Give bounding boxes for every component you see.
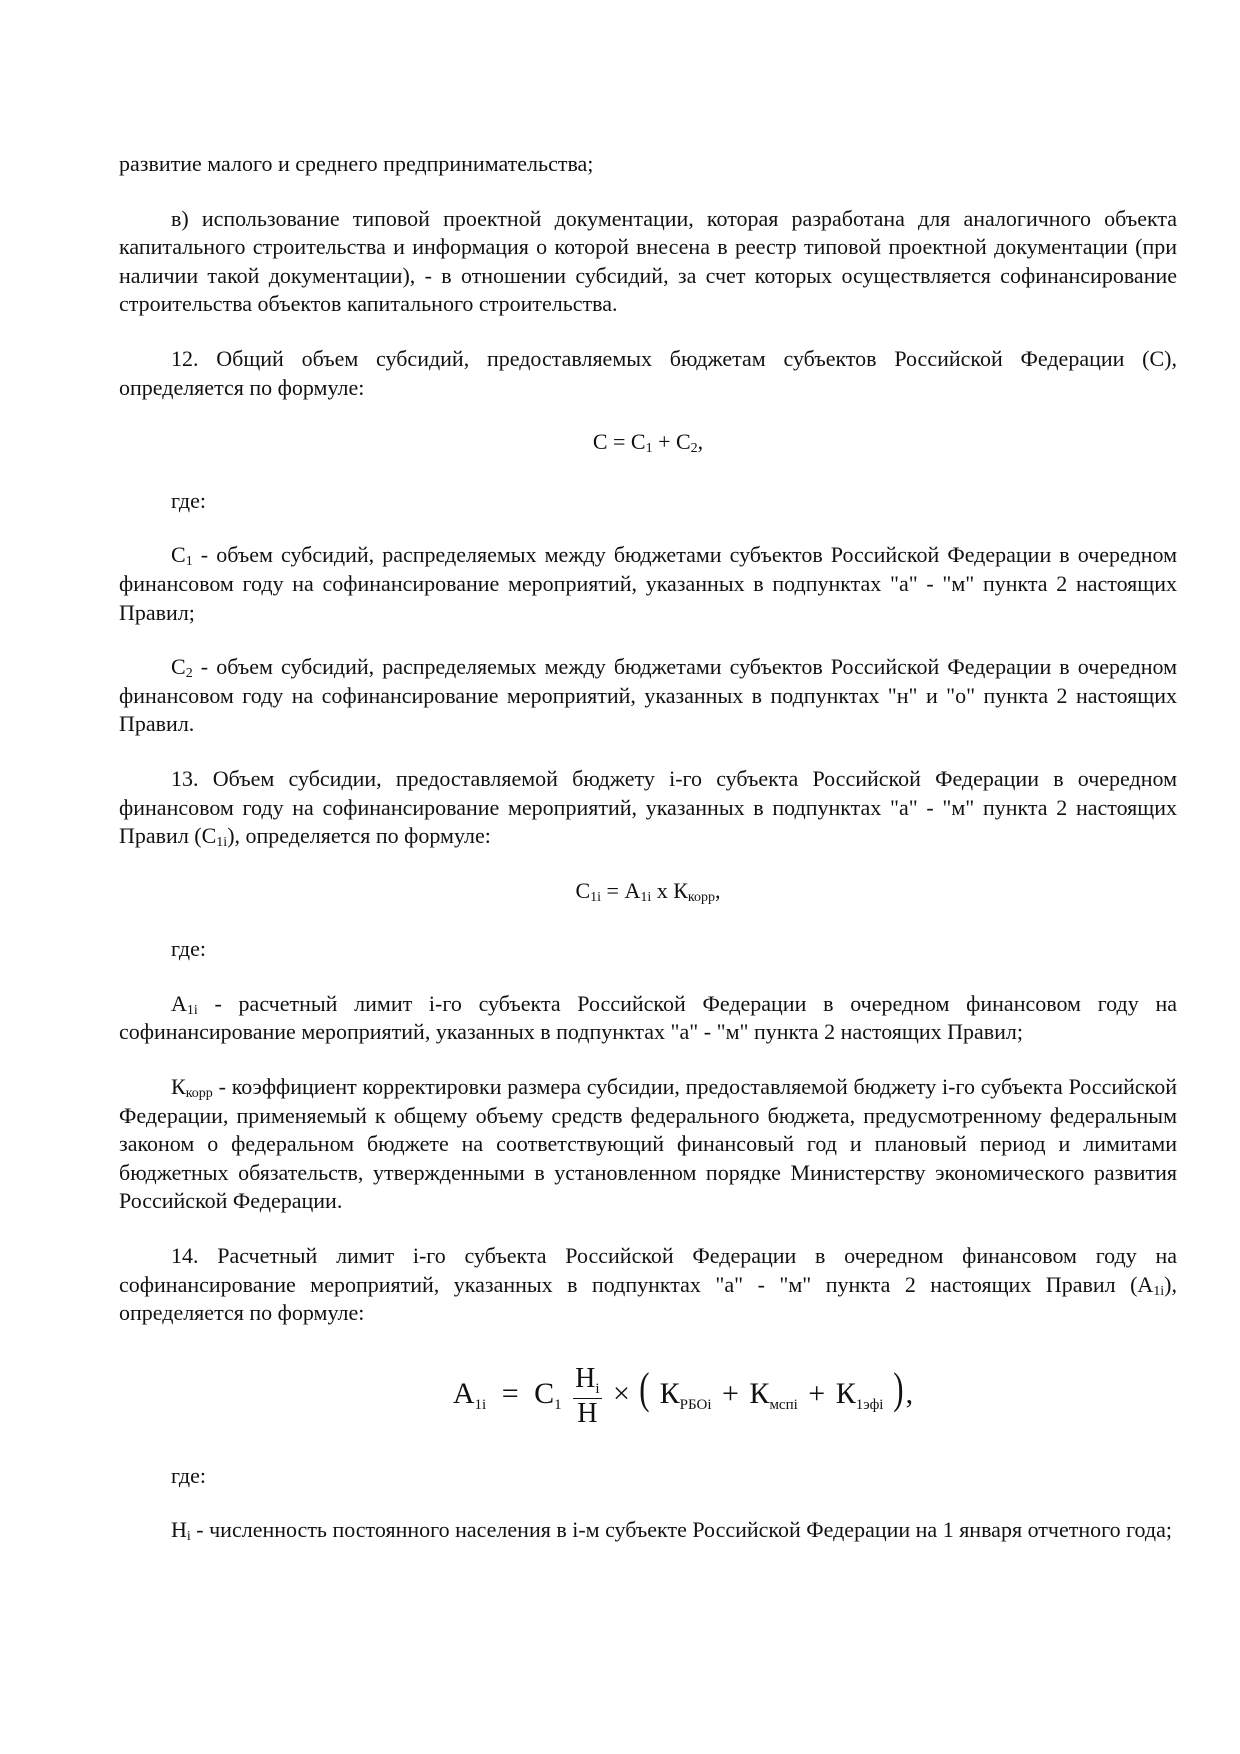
paragraph [119, 205, 1177, 319]
formula-subscript: 1i [474, 1397, 487, 1414]
formula-paren: ( [639, 1364, 650, 1414]
text-run: С [171, 542, 186, 568]
paragraph [119, 150, 1177, 179]
text-run: Н [171, 1517, 187, 1543]
formula-symbol: А [452, 1377, 475, 1411]
formula-subscript: 1 [554, 1397, 562, 1414]
text-run: С [575, 877, 591, 903]
subscript: корр [687, 889, 716, 905]
subscript: 2 [690, 441, 698, 457]
formula-subscript: мспi [769, 1397, 798, 1414]
text-run: К [171, 1074, 186, 1100]
paragraph [119, 541, 1177, 627]
text-run: 13. Объем субсидии, предоставляемой бюджету i-го субъекта Российской Федерации в очередном финансовом году на софинансирование мероприятий, указанных в подпунктах "а" - "м" пункта 2 настоящих Правил (С [119, 765, 1177, 849]
subscript: i [186, 1529, 191, 1545]
paragraph [119, 1073, 1177, 1216]
text-run: x К [651, 877, 688, 903]
paragraph [119, 1242, 1177, 1328]
text-run: - расчетный лимит i-го субъекта Российской Федерации в очередном финансовом году на софинансирование мероприятий, указанных в подпунктах "а" - "м" пункта 2 настоящих Правил; [119, 990, 1177, 1045]
text-run: - объем субсидий, распределяемых между бюджетами субъектов Российской Федерации в очередном финансовом году на софинансирование мероприятий, указанных в подпунктах "а" - "м" пункта 2 настоящих Правил; [119, 542, 1177, 625]
text-run: - коэффициент корректировки размера субсидии, предоставляемой бюджету i-го субъекта Российской Федерации, применяемый к общему объему средств федерального бюджета, предусмотренному федеральным законом о федеральном бюджете на соответствующий финансовый год и плановый период и лимитами бюджетных обязательств, утвержденными в установленном порядке Министерству экономического развития Российской Федерации. [119, 1074, 1177, 1214]
formula-operator: = [501, 1377, 519, 1411]
text-run: где: [171, 1462, 206, 1488]
text-run: А [171, 990, 187, 1016]
text-run: 12. Общий объем субсидий, предоставляемых бюджетам субъектов Российской Федерации (С), определяется по формуле: [119, 345, 1177, 400]
text-run: 14. Расчетный лимит i-го субъекта Российской Федерации в очередном финансовом году на софинансирование мероприятий, указанных в подпунктах "а" - "м" пункта 2 настоящих Правил (А [119, 1243, 1177, 1297]
paragraph [119, 935, 1177, 964]
document-body [119, 150, 1177, 1545]
formula-symbol: К [835, 1377, 856, 1411]
formula-symbol: К [749, 1377, 770, 1411]
text-run: ), определяется по формуле: [227, 823, 491, 849]
subscript: 1i [590, 889, 602, 905]
formula-14 [119, 1352, 1177, 1432]
text-run: - объем субсидий, распределяемых между бюджетами субъектов Российской Федерации в очередном финансовом году на софинансирование мероприятий, указанных в подпунктах "н" и "о" пункта 2 настоящих Правил. [119, 654, 1177, 737]
subscript: 1i [640, 889, 652, 905]
paragraph [119, 765, 1177, 851]
subscript: корр [185, 1086, 213, 1102]
text-run: , [697, 429, 704, 455]
formula-operator: + [722, 1377, 739, 1411]
text-run: ), определяется по формуле: [119, 1271, 1177, 1326]
text-run: С = С [592, 429, 646, 455]
numerator: Н [575, 1362, 596, 1394]
subscript: 1i [1153, 1283, 1165, 1299]
text-run: где: [171, 487, 206, 513]
text-run: - численность постоянного населения в i-м субъекте Российской Федерации на 1 января отчетного года; [190, 1517, 1172, 1543]
formula-operator: × [613, 1377, 630, 1411]
text-run: С [171, 654, 186, 680]
formula-symbol: К [659, 1377, 680, 1411]
formula-symbol: С [534, 1377, 555, 1411]
subscript: 1 [645, 441, 653, 457]
subscript: 1 [185, 554, 193, 570]
text-run: = А [601, 877, 641, 903]
text-run: , [715, 877, 721, 903]
paragraph [119, 990, 1177, 1047]
formula-subscript: i [595, 1380, 600, 1397]
text-run: развитие малого и среднего предпринимательства; [119, 151, 594, 176]
formula-paren: ) [893, 1364, 904, 1414]
subscript: 2 [185, 666, 193, 682]
denominator: Н [577, 1397, 598, 1429]
paragraph [119, 653, 1177, 739]
paragraph [119, 487, 1177, 516]
paragraph [119, 1516, 1177, 1545]
formula-subscript: 1эфi [855, 1397, 884, 1414]
formula [119, 428, 1177, 457]
subscript: 1i [216, 835, 228, 851]
fraction [573, 1364, 601, 1429]
text-run: + С [652, 429, 691, 455]
text-run: где: [171, 936, 206, 962]
paragraph [119, 1462, 1177, 1491]
formula [119, 877, 1177, 906]
text-run: в) использование типовой проектной документации, которая разработана для аналогичного объекта капитального строительства и информация о которой внесена в реестр типовой проектной документации (при наличии такой документации), - в отношении субсидий, за счет которых осуществляется софинансирование строительства объектов капитального строительства. [119, 205, 1177, 317]
formula-punctuation: , [905, 1377, 914, 1411]
subscript: 1i [186, 1002, 198, 1018]
formula-subscript: РБОi [679, 1397, 712, 1414]
formula-14-expression [453, 1349, 913, 1434]
paragraph [119, 345, 1177, 402]
formula-operator: + [808, 1377, 826, 1411]
